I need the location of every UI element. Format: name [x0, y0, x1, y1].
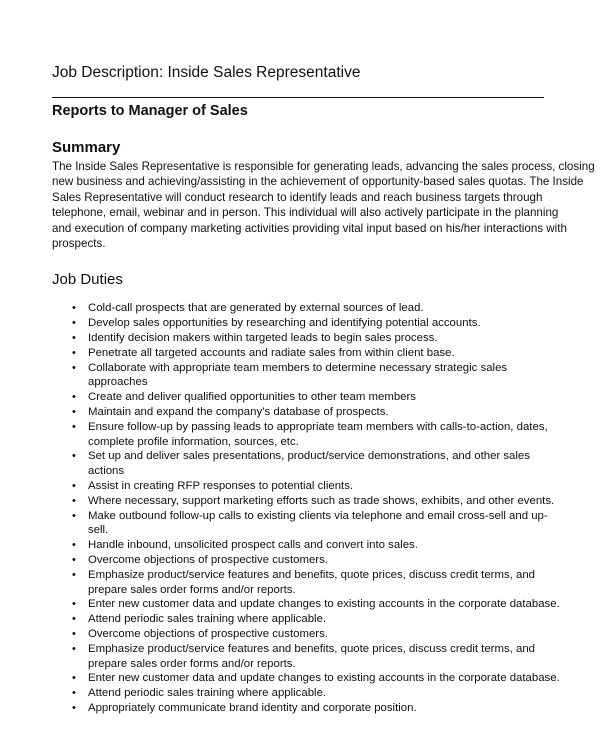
job-duties-heading: Job Duties [52, 271, 123, 289]
list-item [52, 627, 560, 642]
duty-text: Assist in creating RFP responses to potential clients. [88, 480, 354, 492]
list-item [52, 390, 560, 405]
duty-text: Maintain and expand the company’s database of prospects. [88, 406, 389, 419]
bullet-icon: • [72, 480, 76, 492]
bullet-icon: • [72, 494, 76, 507]
list-item [52, 553, 560, 568]
bullet-icon: • [72, 332, 76, 345]
bullet-icon: • [72, 406, 76, 419]
list-item [52, 538, 560, 553]
title-underline-rule [52, 87, 544, 98]
list-item [52, 479, 560, 494]
bullet-icon: • [72, 553, 76, 566]
list-item [52, 686, 560, 701]
duty-text: Set up and deliver sales presentations, product/service demonstrations, and other sales actions [88, 450, 530, 478]
bullet-icon: • [72, 701, 76, 714]
list-item [52, 346, 560, 361]
list-item [52, 597, 560, 612]
bullet-icon: • [72, 598, 76, 611]
list-item [52, 701, 560, 716]
duty-text: Handle inbound, unsolicited prospect calls and convert into sales. [88, 539, 418, 552]
bullet-icon: • [72, 346, 76, 359]
bullet-icon: • [72, 568, 76, 581]
duty-text: Penetrate all targeted accounts and radiate sales from within client base. [88, 346, 455, 359]
duty-text: Enter new customer data and update changes to existing accounts in the corporate database. [88, 672, 560, 685]
summary-line: new business and achieving/assisting in the achievement of opportunity-based sales quotas. The Inside [52, 175, 584, 189]
list-item [52, 361, 560, 391]
duty-text: Attend periodic sales training where applicable. [88, 613, 327, 626]
duty-text: Overcome objections of prospective customers. [88, 627, 328, 640]
duty-text: Cold-call prospects that are generated by external sources of lead. [88, 302, 424, 315]
list-item [52, 494, 560, 509]
list-item [52, 568, 560, 598]
summary-line: The Inside Sales Representative is responsible for generating leads, advancing the sales process, closing [52, 160, 595, 173]
summary-line: Sales Representative will conduct research to identify leads and reach business targets through [52, 190, 543, 204]
bullet-icon: • [72, 687, 76, 700]
bullet-icon: • [72, 302, 76, 315]
duty-text: Overcome objections of prospective customers. [88, 553, 328, 566]
list-item [52, 301, 560, 316]
duty-text: Emphasize product/service features and benefits, quote prices, discuss credit terms, and prepare sales order forms and/or reports. [88, 642, 535, 670]
bullet-icon: • [72, 539, 76, 552]
summary-line: telephone, email, webinar and in person. This individual will also actively participate in the planning [52, 206, 559, 220]
list-item [52, 612, 560, 627]
job-duties-list [52, 301, 560, 715]
duty-text: Emphasize product/service features and benefits, quote prices, discuss credit terms, and prepare sales order forms and/or reports. [88, 568, 535, 596]
duty-text: Make outbound follow-up calls to existing clients via telephone and email cross-sell and up-sell. [88, 509, 548, 537]
bullet-icon: • [72, 450, 76, 463]
summary-heading: Summary [52, 139, 121, 156]
bullet-icon: • [72, 642, 76, 655]
summary-line: prospects. [52, 237, 106, 251]
list-item [52, 331, 560, 346]
duty-text: Ensure follow-up by passing leads to appropriate team members with calls-to-action, dates, complete profile information, sources, etc. [88, 420, 548, 448]
duty-text: Where necessary, support marketing efforts such as trade shows, exhibits, and other events. [88, 494, 555, 507]
list-item [52, 420, 560, 450]
bullet-icon: • [72, 509, 76, 522]
bullet-icon: • [72, 627, 76, 640]
bullet-icon: • [72, 317, 76, 330]
bullet-icon: • [72, 391, 76, 404]
bullet-icon: • [72, 420, 76, 433]
summary-paragraph [52, 159, 595, 251]
list-item [52, 509, 560, 539]
summary-line: and execution of company marketing activities providing vital input based on his/her interactions with [52, 221, 567, 235]
duty-text: Attend periodic sales training where applicable. [88, 687, 327, 700]
list-item [52, 316, 560, 331]
duty-text: Enter new customer data and update changes to existing accounts in the corporate database. [88, 598, 560, 611]
document-title: Job Description: Inside Sales Representative [52, 64, 361, 81]
duty-text: Collaborate with appropriate team members to determine necessary strategic sales approaches [88, 361, 508, 389]
duty-text: Appropriately communicate brand identity and corporate position. [88, 701, 417, 714]
duty-text: Identify decision makers within targeted leads to begin sales process. [88, 332, 438, 345]
bullet-icon: • [72, 672, 76, 685]
list-item [52, 405, 560, 420]
reports-to-line: Reports to Manager of Sales [52, 103, 248, 119]
duty-text: Create and deliver qualified opportunities to other team members [88, 391, 416, 404]
duty-text: Develop sales opportunities by researching and identifying potential accounts. [88, 317, 481, 330]
bullet-icon: • [72, 361, 76, 374]
list-item [52, 671, 560, 686]
bullet-icon: • [72, 613, 76, 626]
list-item [52, 642, 560, 672]
list-item [52, 449, 560, 479]
